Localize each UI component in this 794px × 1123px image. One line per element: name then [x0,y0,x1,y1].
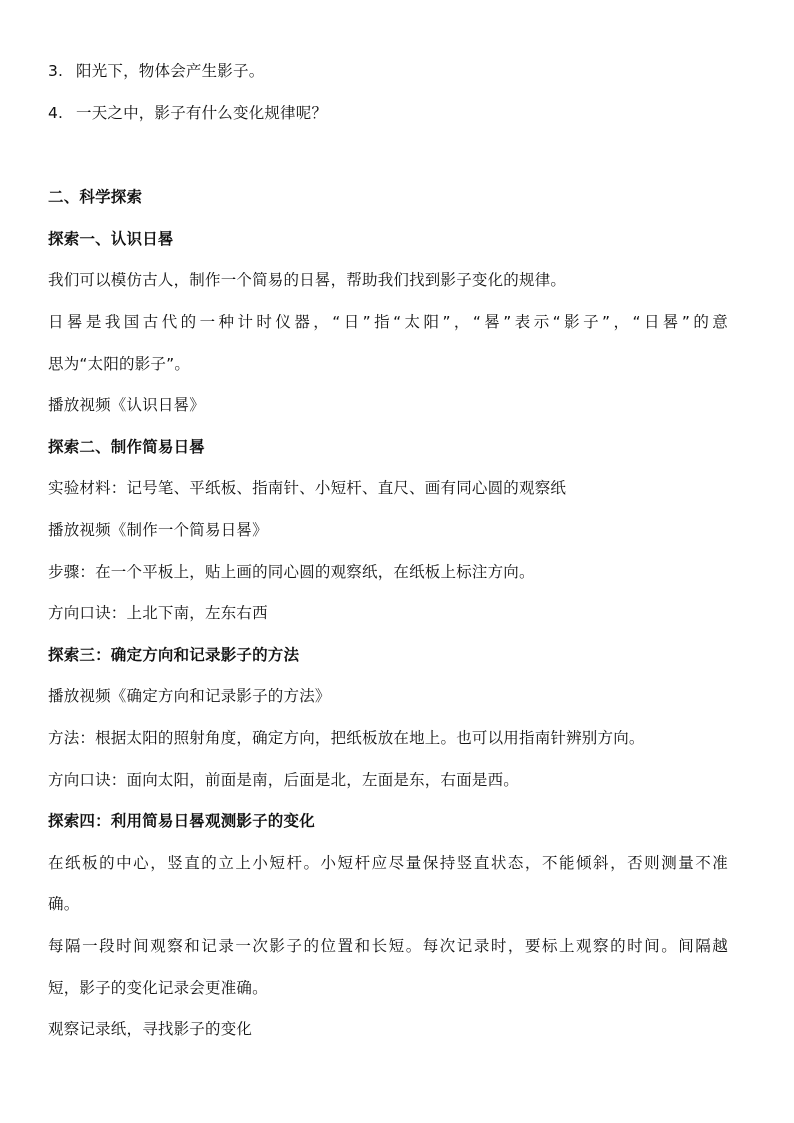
list-number: 3. [48,62,64,80]
explore3-paragraph-2: 方法：根据太阳的照射角度，确定方向，把纸板放在地上。也可以用指南针辨别方向。 [48,729,645,747]
explore1-paragraph-2-line-1: 日晷是我国古代的一种计时仪器，“日”指“太阳”，“晷”表示“影子”，“日晷”的意 [48,313,728,331]
section-title: 二、科学探索 [48,188,143,206]
explore2-paragraph-3: 步骤：在一个平板上，贴上画的同心圆的观察纸，在纸板上标注方向。 [48,563,535,581]
list-item-3 [48,61,264,81]
explore4-paragraph-2-line-2: 短，影子的变化记录会更准确。 [48,979,268,997]
list-text: 一天之中，影子有什么变化规律呢？ [76,104,328,122]
explore4-paragraph-1-line-1: 在纸板的中心，竖直的立上小短杆。小短杆应尽量保持竖直状态，不能倾斜，否则测量不准 [48,854,728,872]
explore4-paragraph-1-line-2: 确。 [48,895,80,913]
list-text: 阳光下，物体会产生影子。 [76,62,265,80]
explore4-heading: 探索四：利用简易日晷观测影子的变化 [48,812,315,830]
explore1-paragraph-1: 我们可以模仿古人，制作一个简易的日晷，帮助我们找到影子变化的规律。 [48,271,567,289]
explore4-paragraph-2-line-1: 每隔一段时间观察和记录一次影子的位置和长短。每次记录时，要标上观察的时间。间隔越 [48,937,728,955]
explore3-paragraph-1: 播放视频《确定方向和记录影子的方法》 [48,687,331,705]
explore3-paragraph-3: 方向口诀：面向太阳，前面是南，后面是北，左面是东，右面是西。 [48,771,520,789]
explore2-heading: 探索二、制作简易日晷 [48,438,206,456]
explore1-paragraph-2-line-2: 思为“太阳的影子”。 [48,355,191,373]
explore2-paragraph-4: 方向口诀：上北下南，左东右西 [48,604,268,622]
explore3-heading: 探索三：确定方向和记录影子的方法 [48,646,300,664]
list-item-4 [48,103,327,123]
list-number: 4. [48,104,64,122]
explore4-paragraph-3: 观察记录纸，寻找影子的变化 [48,1020,253,1038]
explore2-paragraph-1: 实验材料：记号笔、平纸板、指南针、小短杆、直尺、画有同心圆的观察纸 [48,479,567,497]
explore2-paragraph-2: 播放视频《制作一个简易日晷》 [48,521,268,539]
explore1-paragraph-3: 播放视频《认识日晷》 [48,396,206,414]
explore1-heading: 探索一、认识日晷 [48,230,174,248]
